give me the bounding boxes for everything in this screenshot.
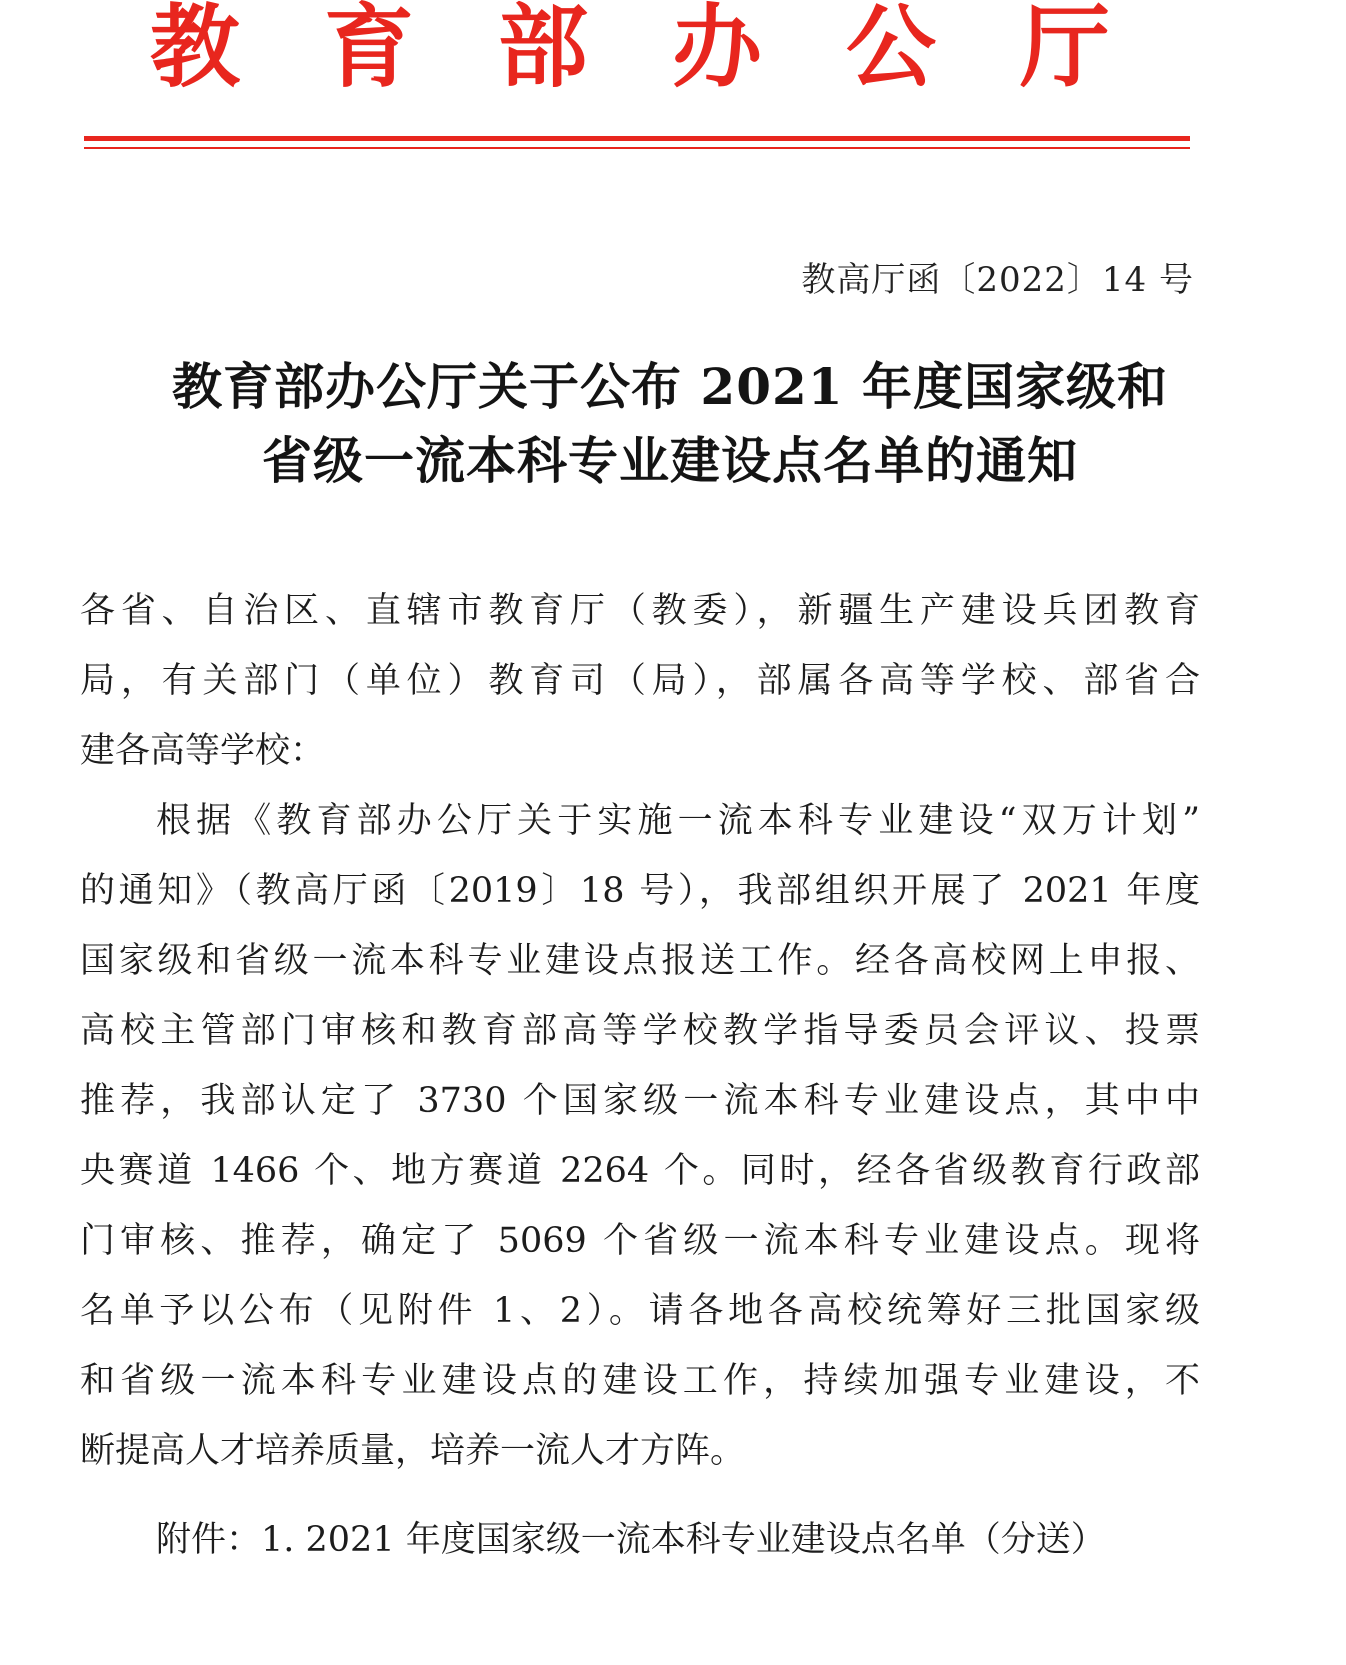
text-line: 门审核、推荐，确定了 5069 个省级一流本科专业建设点。现将: [80, 1221, 1200, 1261]
text-line: 名单予以公布（见附件 1、2）。请各地各高校统筹好三批国家级: [80, 1291, 1200, 1331]
title-line: 教育部办公厅关于公布 2021 年度国家级和: [172, 357, 1168, 416]
document-body: [80, 576, 1200, 1486]
letterhead-char: 教: [150, 0, 240, 100]
letterhead-char: 部: [498, 0, 588, 100]
letterhead-char: 办: [672, 0, 762, 100]
letterhead-char: 育: [324, 0, 414, 100]
text-line: 央赛道 1466 个、地方赛道 2264 个。同时，经各省级教育行政部: [80, 1151, 1200, 1191]
text-line: 断提高人才培养质量，培养一流人才方阵。: [80, 1431, 746, 1471]
text-line: 建各高等学校：: [80, 731, 326, 771]
letterhead-char: 公: [846, 0, 936, 100]
letterhead-rule-thick: [84, 136, 1190, 141]
letterhead: [150, 0, 1110, 102]
text-line: 根据《教育部办公厅关于实施一流本科专业建设“双万计划”: [156, 801, 1200, 841]
text-line: 局，有关部门（单位）教育司（局），部属各高等学校、部省合: [80, 661, 1200, 701]
document-title: [80, 350, 1260, 498]
text-line: 的通知》（教高厅函〔2019〕18 号），我部组织开展了 2021 年度: [80, 871, 1200, 911]
title-line: 省级一流本科专业建设点名单的通知: [262, 431, 1078, 490]
text-line: 和省级一流本科专业建设点的建设工作，持续加强专业建设，不: [80, 1361, 1200, 1401]
attachment-line: 附件：1. 2021 年度国家级一流本科专业建设点名单（分送）: [156, 1520, 1106, 1560]
document-number: 教高厅函〔2022〕14 号: [801, 260, 1194, 300]
letterhead-char: 厅: [1020, 0, 1110, 100]
text-line: 国家级和省级一流本科专业建设点报送工作。经各高校网上申报、: [80, 941, 1200, 981]
letterhead-rule-thin: [84, 147, 1190, 149]
body-paragraph: [80, 786, 1200, 1486]
addressee-paragraph: [80, 576, 1200, 786]
text-line: 各省、自治区、直辖市教育厅（教委），新疆生产建设兵团教育: [80, 591, 1200, 631]
text-line: 推荐，我部认定了 3730 个国家级一流本科专业建设点，其中中: [80, 1081, 1200, 1121]
text-line: 高校主管部门审核和教育部高等学校教学指导委员会评议、投票: [80, 1011, 1200, 1051]
